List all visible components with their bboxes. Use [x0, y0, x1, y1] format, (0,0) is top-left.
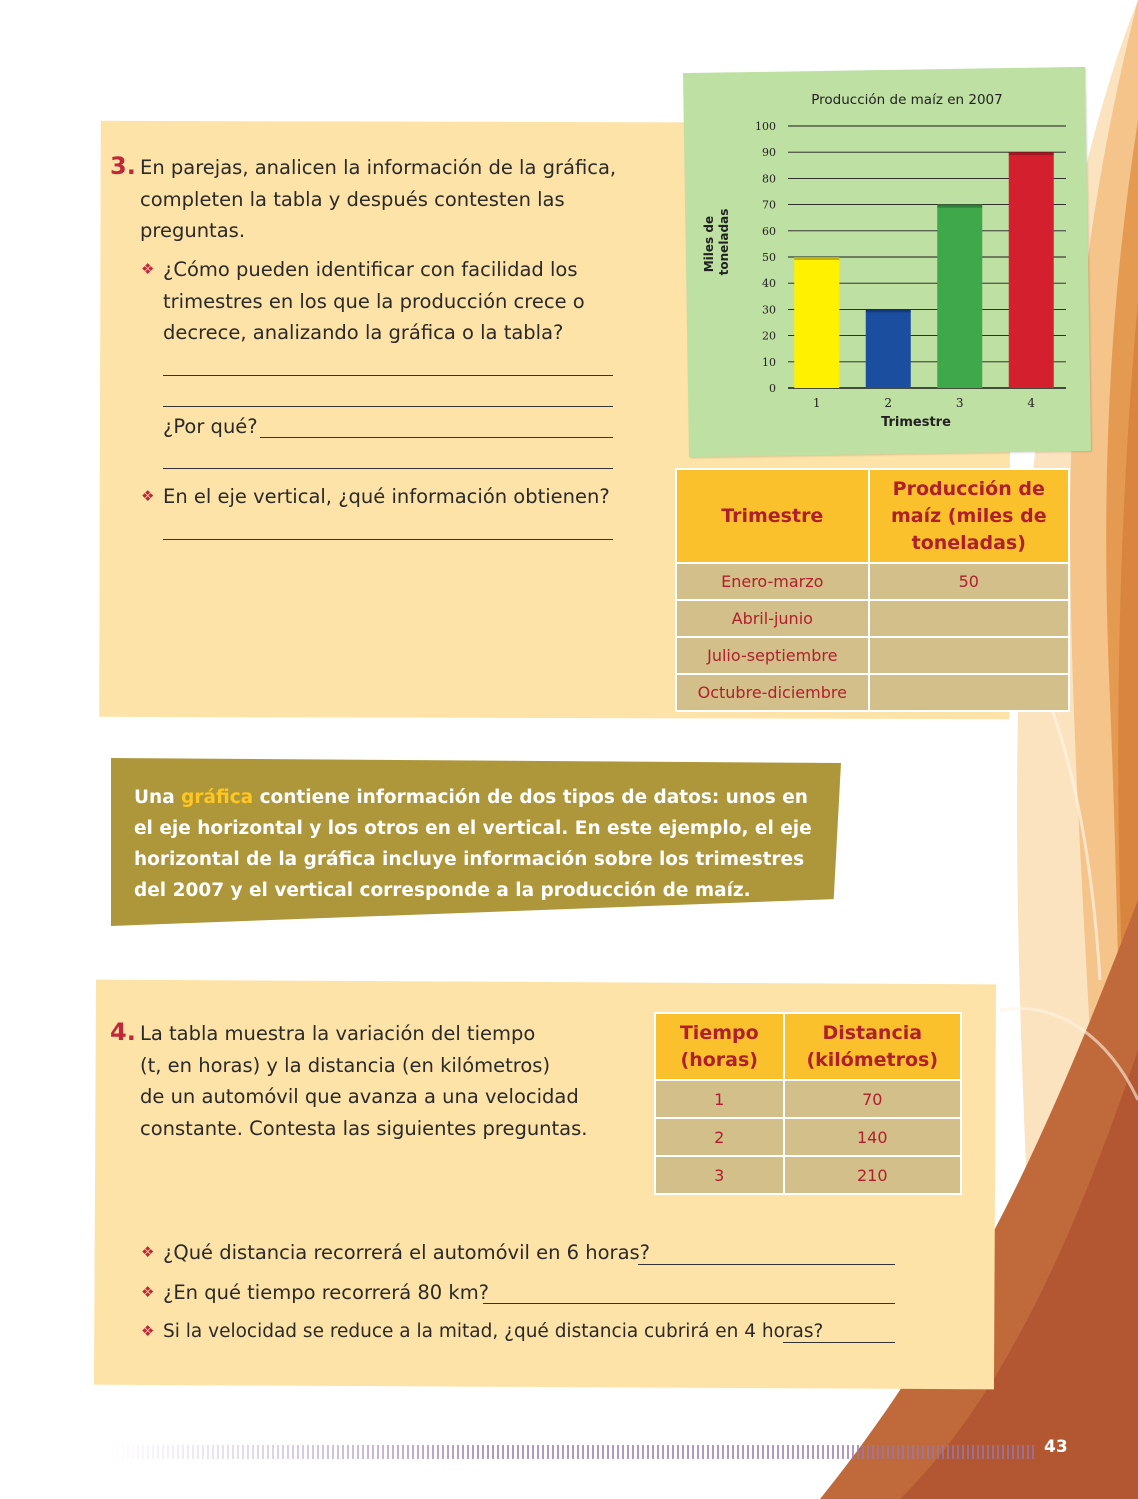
answer-line-why[interactable]: [260, 437, 613, 438]
table-cell-production[interactable]: [869, 637, 1069, 674]
x-tick-label: 3: [955, 396, 964, 410]
answer-line-1[interactable]: [163, 375, 613, 376]
bullet-icon: ❖: [141, 1283, 155, 1301]
maize-production-table: [675, 468, 1070, 712]
bullet-icon: ❖: [141, 260, 155, 278]
answer-line-q2[interactable]: [483, 1303, 895, 1304]
answer-line-q1[interactable]: [638, 1264, 895, 1265]
bar-quarter-4: [1009, 152, 1054, 388]
y-tick-label: 80: [762, 172, 776, 186]
bar-top-edge: [937, 205, 982, 208]
table-cell-distance: 70: [784, 1080, 961, 1118]
bar-quarter-3: [937, 205, 982, 388]
x-tick-label: 4: [1027, 396, 1036, 410]
table-row: [676, 637, 1069, 674]
bar-top-edge: [1009, 152, 1054, 155]
table-row: [676, 674, 1069, 711]
answer-line-q3[interactable]: [783, 1342, 895, 1343]
y-tick-label: 60: [762, 224, 776, 238]
exercise-3-intro: En parejas, analicen la información de la gráfica, completen la tabla y después contesten las preguntas.: [140, 156, 617, 242]
answer-line-4[interactable]: [163, 539, 613, 540]
bullet-icon: ❖: [141, 1243, 155, 1261]
y-tick-label: 50: [762, 251, 776, 264]
table-row: [655, 1156, 961, 1194]
page-number: 43: [1044, 1437, 1068, 1457]
table-header-trimestre: Trimestre: [676, 469, 869, 563]
y-tick-label: 90: [762, 146, 776, 160]
exercise-4-question-1: ¿Qué distancia recorrerá el automóvil en 6 horas?: [163, 1241, 651, 1264]
table-row: [655, 1118, 961, 1156]
table-cell-distance: 210: [784, 1156, 961, 1194]
table-row: [676, 600, 1069, 637]
table-row: [676, 563, 1069, 600]
footer-decorative-bar: [112, 1445, 1036, 1459]
table-cell-production[interactable]: 50: [869, 563, 1069, 600]
table-cell-distance: 140: [784, 1118, 961, 1156]
table-cell-time: 3: [655, 1156, 784, 1194]
table-cell-quarter: Julio-septiembre: [676, 637, 869, 674]
table-row: [655, 1080, 961, 1118]
y-tick-label: 100: [755, 120, 776, 133]
x-tick-label: 2: [884, 396, 893, 410]
bar-top-edge: [794, 257, 839, 260]
table-header-distancia: Distancia (kilómetros): [784, 1013, 961, 1080]
exercise-4-question-2: ¿En qué tiempo recorrerá 80 km?: [163, 1281, 490, 1304]
y-axis-label: Miles de toneladas: [702, 208, 731, 276]
y-tick-label: 10: [762, 355, 776, 369]
bullet-icon: ❖: [141, 1322, 155, 1340]
y-tick-label: 20: [762, 329, 776, 343]
bullet-icon: ❖: [141, 487, 155, 505]
table-header-tiempo: Tiempo (horas): [655, 1013, 784, 1080]
y-tick-label: 0: [769, 382, 776, 395]
table-cell-quarter: Abril-junio: [676, 600, 869, 637]
bar-top-edge: [866, 309, 911, 312]
time-distance-table: [654, 1012, 962, 1195]
exercise-3-question-2: En el eje vertical, ¿qué información obtienen?: [163, 485, 610, 508]
why-label: ¿Por qué?: [163, 415, 258, 438]
x-axis-label: Trimestre: [881, 415, 951, 430]
exercise-4-question-3: Si la velocidad se reduce a la mitad, ¿qué distancia cubrirá en 4 horas?: [163, 1321, 824, 1342]
y-tick-label: 30: [762, 303, 776, 317]
exercise-3-number: 3.: [110, 152, 136, 180]
table-cell-quarter: Enero-marzo: [676, 563, 869, 600]
y-tick-label: 70: [762, 198, 776, 212]
table-cell-time: 1: [655, 1080, 784, 1118]
y-tick-label: 40: [762, 277, 776, 291]
highlight-term: gráfica: [181, 787, 254, 808]
table-cell-production[interactable]: [869, 674, 1069, 711]
bar-quarter-2: [866, 309, 911, 388]
exercise-3-question-1: ¿Cómo pueden identificar con facilidad los trimestres en los que la producción crece o decrece, analizando la gráfica o la tabla?: [163, 258, 585, 344]
answer-line-3[interactable]: [163, 468, 613, 469]
exercise-4-intro: La tabla muestra la variación del tiempo (t, en horas) y la distancia (en kilómetros) de un automóvil que avanza a una velocidad constante. Contesta las siguientes preguntas.: [140, 1022, 588, 1140]
answer-line-2[interactable]: [163, 406, 613, 407]
table-header-produccion: Producción de maíz (miles de toneladas): [869, 469, 1069, 563]
maize-production-chart: [686, 70, 1088, 454]
table-cell-quarter: Octubre-diciembre: [676, 674, 869, 711]
table-cell-production[interactable]: [869, 600, 1069, 637]
info-text: Una gráfica contiene información de dos tipos de datos: unos en el eje horizontal y los otros en el vertical. En este ejemplo, el eje horizontal de la gráfica incluye información sobre los trimestres del 2007 y el vertical corresponde a la producción de maíz.: [134, 787, 812, 901]
chart-title: Producción de maíz en 2007: [811, 92, 1003, 108]
bar-quarter-1: [794, 257, 839, 388]
table-cell-time: 2: [655, 1118, 784, 1156]
x-tick-label: 1: [812, 396, 821, 410]
exercise-4-number: 4.: [110, 1018, 136, 1046]
